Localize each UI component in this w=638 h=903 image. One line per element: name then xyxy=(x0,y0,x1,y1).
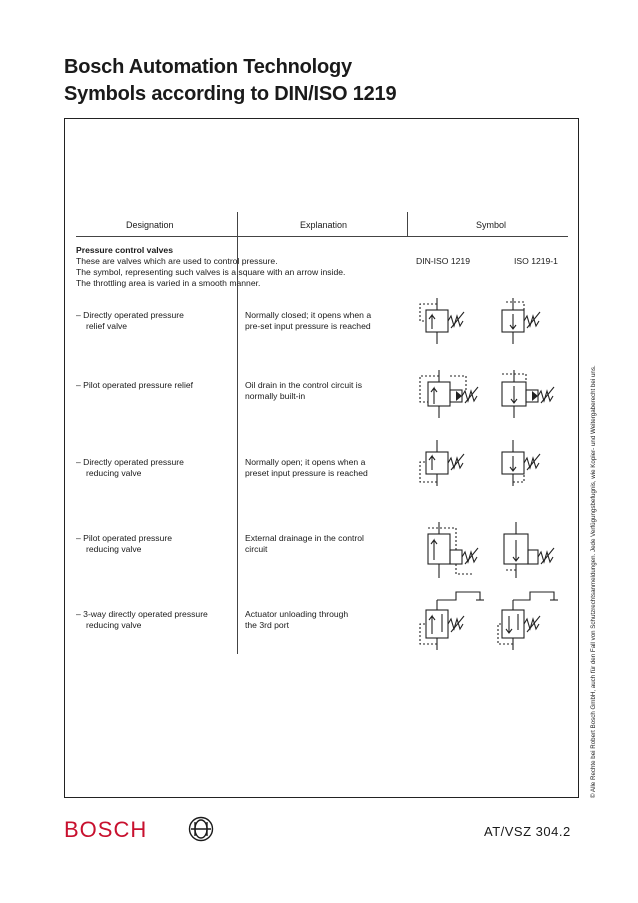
pilot-relief-valve-symbol-iso xyxy=(490,366,560,420)
pressure-relief-valve-symbol-iso xyxy=(492,296,554,346)
row-2-designation-1: – Pilot operated pressure relief xyxy=(76,380,194,390)
column-divider-2 xyxy=(407,212,408,236)
row-4-designation-1: – Pilot operated pressure xyxy=(76,533,173,543)
bosch-wordmark: BOSCH xyxy=(64,817,148,842)
pilot-reducing-valve-symbol-din xyxy=(410,520,490,580)
row-1-designation-2: relief valve xyxy=(86,321,128,331)
copyright-notice: © Alle Rechte bei Robert Bosch GmbH, auch für den Fall von Schutzrechtsanmeldungen. Jede Verfügungsbefugnis, wie Kopier- und Weitergaberecht bei uns. xyxy=(590,365,597,798)
pressure-reducing-valve-symbol-din xyxy=(410,440,472,490)
row-1-explanation-1: Normally closed; it opens when a xyxy=(245,310,372,320)
section-heading: Pressure control valves xyxy=(76,245,173,255)
pressure-relief-valve-symbol-din xyxy=(408,296,470,346)
section-intro-3: The throttling area is varied in a smooth manner. xyxy=(76,278,261,288)
pilot-relief-valve-symbol-din xyxy=(408,366,488,420)
header-explanation: Explanation xyxy=(300,220,348,230)
title-line-2: Symbols according to DIN/ISO 1219 xyxy=(64,83,397,105)
header-designation: Designation xyxy=(126,220,174,230)
row-1-designation-1: – Directly operated pressure xyxy=(76,310,184,320)
row-2-explanation-1: Oil drain in the control circuit is xyxy=(245,380,363,390)
section-intro-2: The symbol, representing such valves is a square with an arrow inside. xyxy=(76,267,346,277)
three-way-reducing-valve-symbol-din xyxy=(412,590,490,652)
row-1-explanation-2: pre-set input pressure is reached xyxy=(245,321,371,331)
row-3-explanation-2: preset input pressure is reached xyxy=(245,468,368,478)
three-way-reducing-valve-symbol-iso xyxy=(492,590,564,652)
row-5-explanation-1: Actuator unloading through xyxy=(245,609,349,619)
title-line-1: Bosch Automation Technology xyxy=(64,56,352,78)
row-3-designation-2: reducing valve xyxy=(86,468,142,478)
row-3-explanation-1: Normally open; it opens when a xyxy=(245,457,366,467)
page-title xyxy=(64,54,396,108)
header-symbol: Symbol xyxy=(476,220,507,230)
row-4-explanation-1: External drainage in the control xyxy=(245,533,364,543)
row-3-designation-1: – Directly operated pressure xyxy=(76,457,184,467)
pressure-reducing-valve-symbol-iso xyxy=(492,440,554,490)
pilot-reducing-valve-symbol-iso xyxy=(490,520,560,580)
row-4-designation-2: reducing valve xyxy=(86,544,142,554)
row-5-designation-1: – 3-way directly operated pressure xyxy=(76,609,208,619)
row-5-explanation-2: the 3rd port xyxy=(245,620,289,630)
row-2-explanation-2: normally built-in xyxy=(245,391,306,401)
row-5-designation-2: reducing valve xyxy=(86,620,142,630)
row-4-explanation-2: circuit xyxy=(245,544,268,554)
standard-din-iso: DIN-ISO 1219 xyxy=(416,256,470,266)
bosch-armature-logo-icon xyxy=(188,816,214,842)
header-rule xyxy=(76,236,568,237)
standard-iso: ISO 1219-1 xyxy=(514,256,558,266)
section-intro-1: These are valves which are used to control pressure. xyxy=(76,256,278,266)
document-id: AT/VSZ 304.2 xyxy=(484,824,571,839)
